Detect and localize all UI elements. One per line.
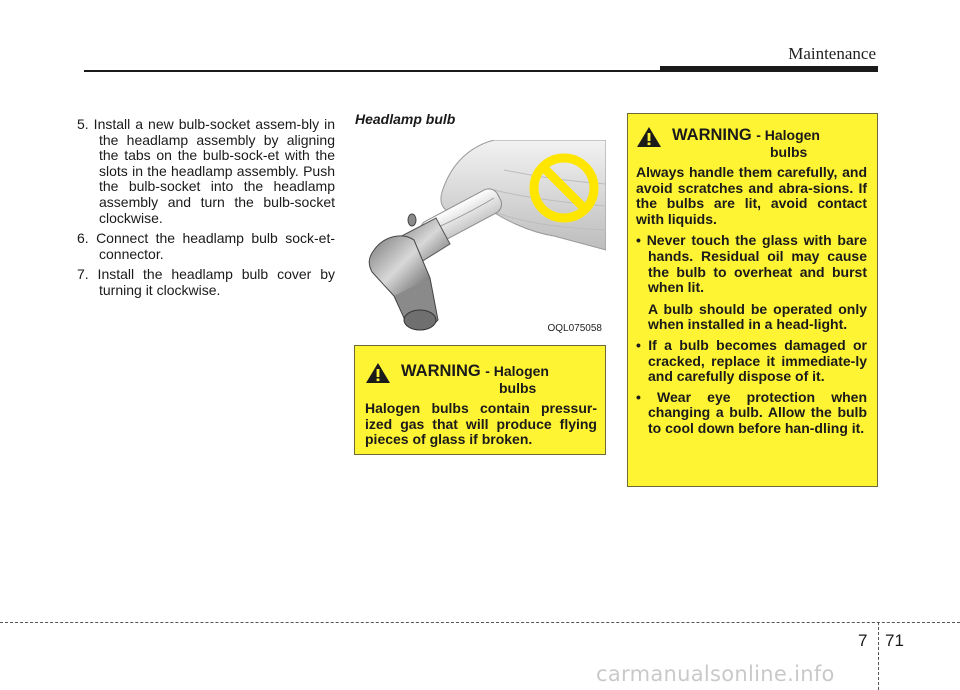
- warning-bullet-1-text: Never touch the glass with bare hands. Residual oil may cause the bulb to overheat and burst when lit.: [646, 232, 867, 296]
- warning-bullet-3-text: Wear eye protection when changing a bulb. Allow the bulb to cool down before han-dling it.: [648, 388, 868, 436]
- warning-bullet-2: • If a bulb becomes damaged or cracked, replace it immediate-ly and carefully dispose of it.: [636, 336, 867, 385]
- warning-bullet-2-text: If a bulb becomes damaged or cracked, replace it immediate-ly and carefully dispose of it.: [648, 336, 867, 385]
- step-7: 7. Install the headlamp bulb cover by turning it clockwise.: [77, 266, 335, 298]
- warning-triangle-icon: [365, 362, 391, 384]
- warning-body: Halogen bulbs contain pressur-ized gas that will produce flying pieces of glass if broken.: [365, 400, 597, 448]
- warning-subtitle: - Halogen: [756, 127, 820, 143]
- header-rule-thin: [84, 70, 664, 72]
- headlamp-figure: [354, 140, 606, 338]
- instruction-steps: [77, 117, 335, 304]
- page-chapter: 7: [858, 631, 868, 650]
- header-rule-thick: [660, 66, 878, 72]
- warning-subtitle: - Halogen: [485, 363, 549, 379]
- footer-rule: [0, 622, 960, 623]
- warning-word: WARNING: [401, 362, 481, 380]
- figure-code: OQL075058: [547, 323, 602, 334]
- warning-word: WARNING: [672, 126, 752, 144]
- warning-bullet-1-cont: A bulb should be operated only when installed in a head-light.: [648, 300, 867, 333]
- warning-box-halogen-handling: [627, 113, 878, 487]
- page-number: 71: [885, 631, 904, 650]
- warning-header: [365, 362, 597, 396]
- figure-caption: Headlamp bulb: [355, 111, 456, 127]
- warning-triangle-icon: [636, 126, 662, 148]
- warning-bullet-1: • Never touch the glass with bare hands. Residual oil may cause the bulb to overheat and burst when lit. A bulb should be operated only when installed in a head-light.: [636, 232, 867, 333]
- watermark: carmanualsonline.info: [596, 662, 835, 686]
- warning-bullet-3: • Wear eye protection when changing a bulb. Allow the bulb to cool down before han-dling it.: [636, 388, 868, 436]
- footer-divider: [878, 622, 879, 690]
- warning-subtitle-2: bulbs: [499, 380, 537, 396]
- warning-bullets: [636, 233, 867, 436]
- step-5: 5. Install a new bulb-socket assem-bly in the headlamp assembly by aligning the tabs on the bulb-sock-et with the slots in the headlamp assembly. Push the bulb-socket into the headlamp assembly and turn the bulb-socket clockwise.: [77, 116, 335, 226]
- section-title: Maintenance: [788, 44, 876, 63]
- step-6: 6. Connect the headlamp bulb sock-et-connector.: [77, 230, 335, 262]
- warning-header: [636, 126, 867, 160]
- hand-shape: [441, 140, 606, 250]
- warning-intro: Always handle them carefully, and avoid scratches and abra-sions. If the bulbs are lit, avoid contact with liquids.: [636, 164, 867, 227]
- headlamp-bulb-illustration: [354, 140, 606, 338]
- warning-box-halogen-pressure: [354, 345, 606, 455]
- warning-subtitle-2: bulbs: [770, 144, 808, 160]
